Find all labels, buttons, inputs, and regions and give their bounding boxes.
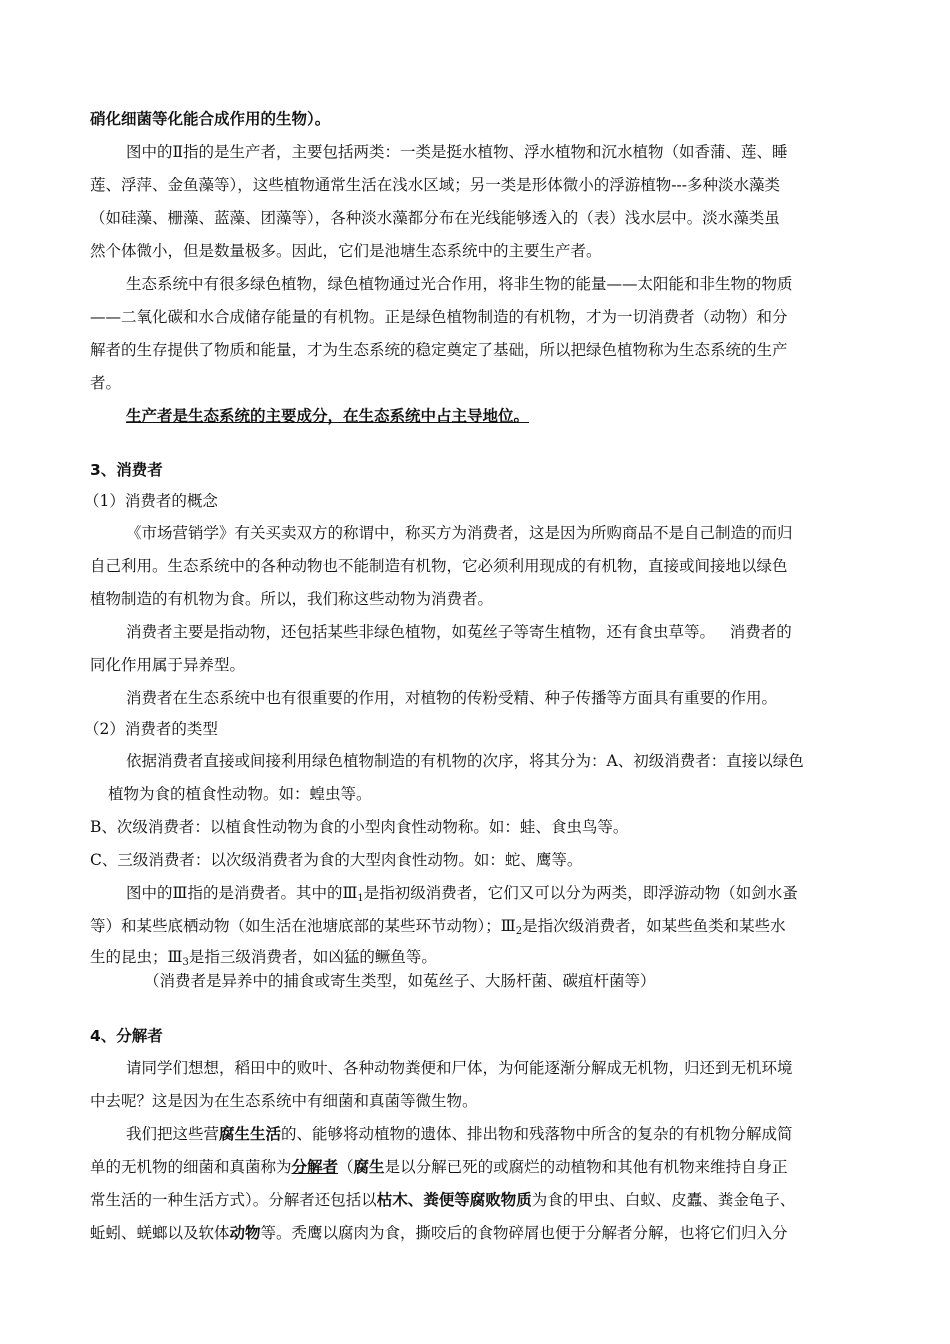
paragraph-line: 者。 [90,374,122,392]
paragraph-line: 植物制造的有机物为食。所以，我们称这些动物为消费者。 [90,590,494,608]
paragraph-line: 蚯蚓、蜣螂以及软体动物等。秃鹰以腐肉为食，撕咬后的食物碎屑也便于分解者分解，也将它们归入分 [90,1224,788,1242]
paragraph-line: 图中的Ⅱ指的是生产者，主要包括两类：一类是挺水植物、浮水植物和沉水植物（如香蒲、莲、睡 [126,143,788,161]
section-heading-consumers: 3、消费者 [90,461,163,479]
paragraph-line: （如硅藻、栅藻、蓝藻、团藻等），各种淡水藻都分布在光线能够透入的（表）浅水层中。淡水藻类虽 [90,209,780,227]
paragraph-line: ——二氧化碳和水合成储存能量的有机物。正是绿色植物制造的有机物，才为一切消费者（动物）和分 [90,308,788,326]
paragraph-line: 我们把这些营腐生生活的、能够将动植物的遗体、排出物和残落物中所含的复杂的有机物分解成简 [126,1125,793,1143]
paragraph-line: 《市场营销学》有关买卖双方的称谓中，称买方为消费者，这是因为所购商品不是自己制造的而归 [126,524,793,542]
paragraph-line: 自己利用。生态系统中的各种动物也不能制造有机物，它必须利用现成的有机物，直接或间接地以绿色 [90,557,788,575]
key-statement: 生产者是生态系统的主要成分，在生态系统中占主导地位。 [126,407,530,425]
paragraph-line: B、次级消费者：以植食性动物为食的小型肉食性动物称。如：蛙、食虫鸟等。 [90,818,629,836]
paragraph-line: 请同学们想想，稻田中的败叶、各种动物粪便和尸体，为何能逐渐分解成无机物，归还到无机环境 [126,1059,793,1077]
paragraph-line: 中去呢？这是因为在生态系统中有细菌和真菌等微生物。 [90,1092,478,1110]
paragraph-line: 单的无机物的细菌和真菌称为分解者（腐生是以分解已死的或腐烂的动植物和其他有机物来维持自身正 [90,1158,788,1176]
paragraph-line: 硝化细菌等化能合成作用的生物）。 [90,110,331,128]
paragraph-line: 植物为食的植食性动物。如：蝗虫等。 [108,785,372,803]
paragraph-line: C、三级消费者：以次级消费者为食的大型肉食性动物。如：蛇、鹰等。 [90,851,583,869]
subsection-heading: （2）消费者的类型 [84,720,218,738]
paragraph-line: 然个体微小，但是数量极多。因此，它们是池塘生态系统中的主要生产者。 [90,242,602,260]
emphasis-term: 分解者 [291,1158,339,1176]
paragraph-line: 图中的Ⅲ指的是消费者。其中的$Ⅲ_1$是指初级消费者，它们又可以分为两类，即浮游动物（如剑水蚤 [126,884,798,904]
paragraph-line: 生的昆虫；$Ⅲ_3$是指三级消费者，如凶猛的鳜鱼等。 [90,948,437,968]
paragraph-line: 消费者主要是指动物，还包括某些非绿色植物，如菟丝子等寄生植物，还有食虫草等。 消费者的 [126,623,792,641]
subsection-heading: （1）消费者的概念 [84,492,218,510]
paragraph-line: 同化作用属于异养型。 [90,656,246,674]
paragraph-line: 莲、浮萍、金鱼藻等），这些植物通常生活在浅水区域；另一类是形体微小的浮游植物---多种淡水藻类 [90,176,780,194]
section-heading-decomposers: 4、分解者 [90,1027,163,1045]
paragraph-line: 等）和某些底栖动物（如生活在池塘底部的某些环节动物）；$Ⅲ_2$是指次级消费者，如某些鱼类和某些水 [90,917,786,937]
emphasis-term: 腐生生活 [219,1125,282,1143]
emphasis-term: 枯木、粪便等腐败物质 [376,1191,532,1209]
paragraph-line: 生态系统中有很多绿色植物，绿色植物通过光合作用，将非生物的能量——太阳能和非生物的物质 [126,275,793,293]
paragraph-line: 依据消费者直接或间接利用绿色植物制造的有机物的次序，将其分为：A、初级消费者：直接以绿色 [126,752,804,770]
paragraph-line: 常生活的一种生活方式）。分解者还包括以枯木、粪便等腐败物质为食的甲虫、白蚁、皮蠹、粪金龟子、 [90,1191,796,1209]
paragraph-line: 解者的生存提供了物质和能量，才为生态系统的稳定奠定了基础，所以把绿色植物称为生态系统的生产 [90,341,788,359]
note-line: （消费者是异养中的捕食或寄生类型，如菟丝子、大肠杆菌、碳疽杆菌等） [144,972,656,990]
paragraph-line: 消费者在生态系统中也有很重要的作用，对植物的传粉受精、种子传播等方面具有重要的作用。 [126,689,778,707]
emphasis-term: 腐生 [353,1158,385,1176]
emphasis-term: 动物 [229,1224,261,1242]
